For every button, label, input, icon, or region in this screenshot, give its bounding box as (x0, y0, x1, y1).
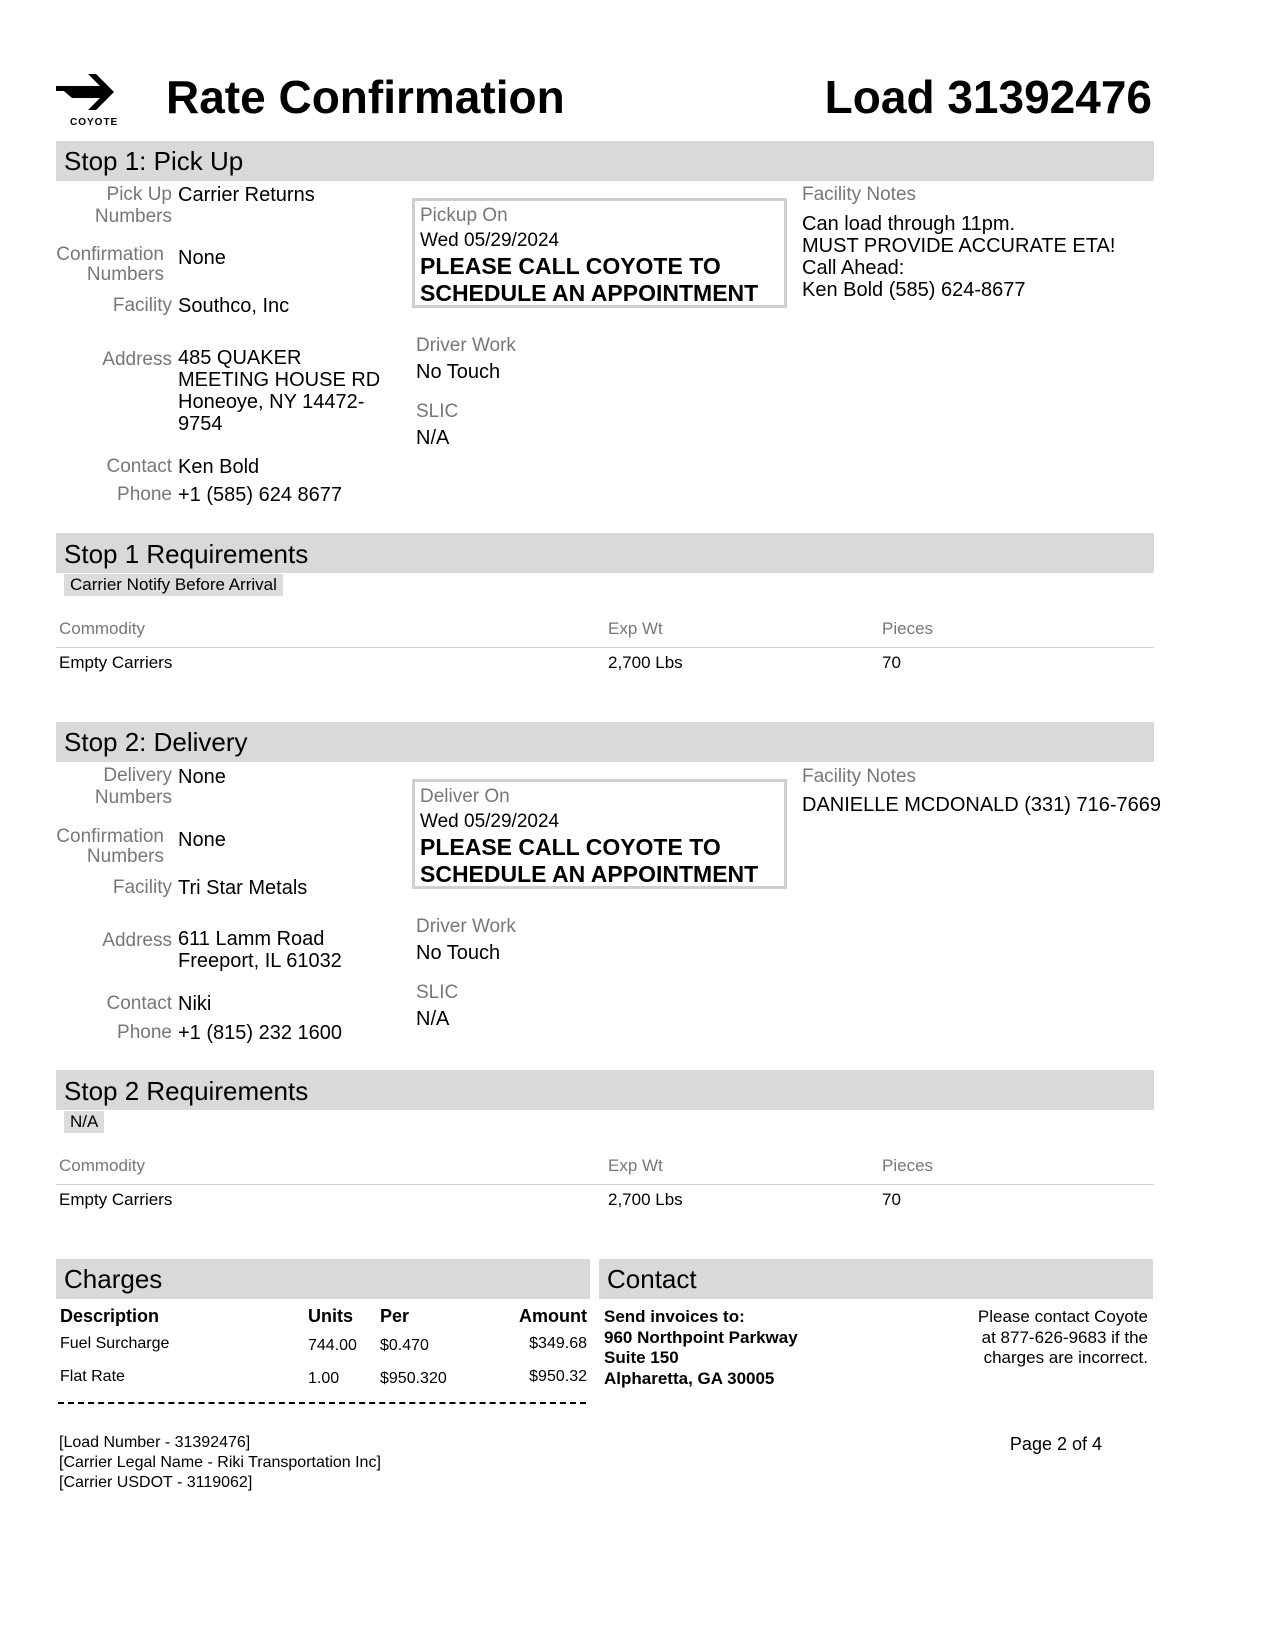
stop2-phone-value: +1 (815) 232 1600 (178, 1022, 343, 1044)
stop1-appt-note: PLEASE CALL COYOTE TO SCHEDULE AN APPOINTMENT (420, 253, 759, 306)
stop1-confirmation-value: None (178, 247, 226, 269)
stop2-title: Stop 2: Delivery (64, 727, 248, 757)
stop2-slic-value: N/A (416, 1008, 450, 1030)
stop1-contact-label: Contact (106, 456, 172, 477)
stop1-contact-value: Ken Bold (178, 456, 260, 478)
stop1-phone-value: +1 (585) 624 8677 (178, 484, 343, 506)
page-title: Rate Confirmation (166, 71, 565, 123)
stop2-facility-notes: DANIELLE MCDONALD (331) 716-7669 (802, 794, 1162, 816)
charges-title: Charges (64, 1264, 163, 1294)
stop2-driver-work-label: Driver Work (416, 916, 516, 937)
stop1-row-expwt: 2,700 Lbs (608, 653, 683, 672)
stop2-numbers-value: None (178, 766, 226, 788)
charges-row-amount: $349.68 (529, 1335, 587, 1352)
footer-carrier-info: [Load Number - 31392476] [Carrier Legal Name - Riki Transportation Inc] [Carrier USDOT - 3119062] (59, 1434, 381, 1491)
stop1-col-commodity: Commodity (59, 619, 145, 638)
stop2-facility-label: Facility (112, 877, 172, 898)
contact-note: Please contact Coyote at 877-626-9683 if the charges are incorrect. (977, 1307, 1148, 1367)
stop2-req-chip: N/A (64, 1111, 104, 1133)
stop1-req-header-bar (56, 533, 1154, 573)
charges-row-units: 1.00 (308, 1370, 340, 1387)
stop1-facility-notes: Can load through 11pm. MUST PROVIDE ACCURATE ETA! Call Ahead: Ken Bold (585) 624-8677 (802, 213, 1116, 301)
contact-title: Contact (607, 1264, 697, 1294)
stop2-numbers-label: Delivery Numbers (94, 765, 172, 808)
stop2-driver-work-value: No Touch (416, 942, 501, 964)
stop1-table-rule (56, 647, 1154, 648)
stop2-req-header-bar (56, 1070, 1154, 1110)
stop2-address-label: Address (102, 930, 172, 951)
stop1-req-title: Stop 1 Requirements (64, 539, 309, 569)
stop2-table-rule (56, 1184, 1154, 1185)
charges-row-units: 744.00 (308, 1337, 357, 1354)
charges-row-per: $950.320 (380, 1370, 447, 1387)
logo-text: COYOTE (70, 117, 119, 128)
stop2-row-commodity: Empty Carriers (59, 1190, 173, 1209)
page-number: Page 2 of 4 (1009, 1434, 1102, 1454)
stop1-slic-label: SLIC (416, 401, 459, 422)
stop1-req-chip: Carrier Notify Before Arrival (64, 574, 283, 596)
stop1-address-label: Address (102, 349, 172, 370)
stop2-slic-label: SLIC (416, 982, 459, 1003)
stop1-driver-work-label: Driver Work (416, 335, 516, 356)
stop1-numbers-label: Pick Up Numbers (94, 184, 172, 227)
stop2-appointment-box (412, 779, 787, 889)
charges-row-amount: $950.32 (529, 1368, 587, 1385)
stop2-contact-label: Contact (106, 993, 172, 1014)
stop1-col-pieces: Pieces (882, 619, 934, 638)
contact-invoice-address: Send invoices to: 960 Northpoint Parkway Suite 150 Alpharetta, GA 30005 (604, 1307, 798, 1388)
stop2-facility-value: Tri Star Metals (178, 877, 308, 899)
stop2-appt-label: Deliver On (420, 786, 510, 807)
stop1-confirmation-label: Confirmation Numbers (56, 244, 164, 285)
stop1-facility-label: Facility (112, 295, 172, 316)
stop2-row-pieces: 70 (882, 1190, 901, 1209)
stop1-appt-label: Pickup On (420, 205, 508, 226)
charges-col-per: Per (380, 1306, 410, 1326)
charges-col-units: Units (308, 1306, 353, 1326)
stop1-slic-value: N/A (416, 427, 450, 449)
stop2-col-expwt: Exp Wt (608, 1156, 663, 1175)
stop2-confirmation-label: Confirmation Numbers (56, 826, 164, 867)
stop1-header-bar (56, 141, 1154, 181)
stop1-phone-label: Phone (117, 484, 172, 505)
stop1-title: Stop 1: Pick Up (64, 146, 244, 176)
stop2-appt-note: PLEASE CALL COYOTE TO SCHEDULE AN APPOINTMENT (420, 834, 759, 887)
contact-header-bar (599, 1259, 1153, 1299)
coyote-logo-icon (56, 72, 128, 112)
stop2-col-pieces: Pieces (882, 1156, 934, 1175)
charges-col-description: Description (60, 1306, 160, 1326)
stop1-facility-notes-label: Facility Notes (802, 184, 917, 205)
charges-header-bar (56, 1259, 590, 1299)
stop1-appt-date: Wed 05/29/2024 (420, 230, 560, 251)
stop2-facility-notes-label: Facility Notes (802, 766, 917, 787)
stop1-appointment-box (412, 198, 787, 308)
charges-col-amount: Amount (519, 1306, 587, 1326)
stop2-col-commodity: Commodity (59, 1156, 145, 1175)
stop2-req-title: Stop 2 Requirements (64, 1076, 309, 1106)
stop1-col-expwt: Exp Wt (608, 619, 663, 638)
stop2-phone-label: Phone (117, 1022, 172, 1043)
stop2-confirmation-value: None (178, 829, 226, 851)
stop1-row-commodity: Empty Carriers (59, 653, 173, 672)
stop1-address-value: 485 QUAKER MEETING HOUSE RD Honeoye, NY 14472- 9754 (178, 347, 381, 435)
charges-row-per: $0.470 (380, 1337, 429, 1354)
stop2-address-value: 611 Lamm Road Freeport, IL 61032 (178, 928, 342, 972)
stop2-appt-date: Wed 05/29/2024 (420, 811, 560, 832)
load-number: Load 31392476 (824, 71, 1152, 123)
stop2-contact-value: Niki (178, 993, 212, 1015)
stop1-facility-value: Southco, Inc (178, 295, 290, 317)
stop2-header-bar (56, 722, 1154, 762)
charges-row-description: Flat Rate (60, 1368, 125, 1385)
stop2-row-expwt: 2,700 Lbs (608, 1190, 683, 1209)
charges-row-description: Fuel Surcharge (60, 1335, 170, 1352)
stop1-numbers-value: Carrier Returns (178, 184, 315, 206)
stop1-row-pieces: 70 (882, 653, 901, 672)
stop1-driver-work-value: No Touch (416, 361, 501, 383)
charges-dashed-rule (58, 1402, 586, 1404)
coyote-logo (56, 72, 128, 130)
